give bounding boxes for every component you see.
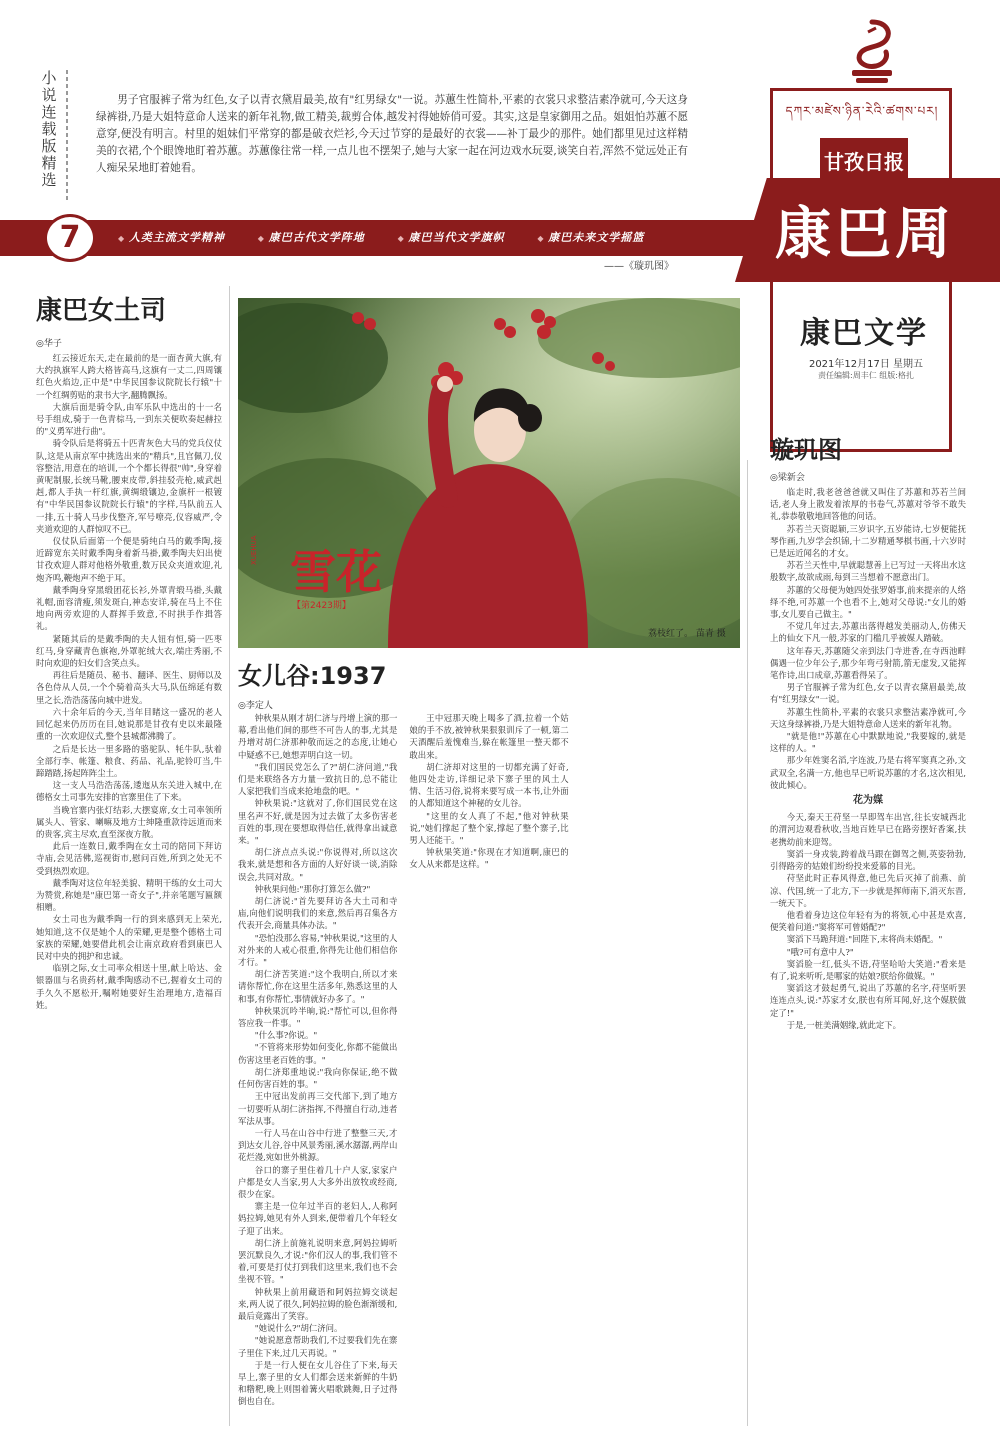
paragraph: 苏若兰天资聪颖,三岁识字,五岁能诗,七岁便能抚琴作画,九岁学会织锦,十二岁精通琴棋书画,十六岁时已是远近闻名的才女。 — [770, 523, 966, 559]
paragraph: 胡仁济点点头说:"你说得对,所以这次我来,就是想和各方面的人好好谈一谈,消除误会,共同对敌。" — [238, 847, 398, 882]
issue-date: 2021年12月17日 星期五 — [808, 359, 924, 370]
paragraph: "就是他!"苏蕙在心中默默地说,"我要嫁的,就是这样的人。" — [770, 731, 966, 754]
paragraph: 大旗后面是骑令队,由军乐队中选出的十一名号手组成,骑于一色青棕马,一到东关便吹奏起赫拉的"义勇军进行曲"。 — [36, 401, 222, 437]
editor-credits: 责任编辑:周丰仁 组版:格扎 — [818, 371, 914, 380]
paragraph: 于是一行人便在女儿谷住了下来,每天早上,寨子里的女人们都会送来新鲜的牛奶和糌粑,晚上则围着篝火唱歌跳舞,日子过得倒也自在。 — [238, 1359, 398, 1407]
paragraph: 当晚官寨内张灯结彩,大摆宴席,女土司率领所属头人、管家、喇嘛及地方士绅隆重款待远道而来的贵客,宾主尽欢,直至深夜方散。 — [36, 804, 222, 839]
paragraph: 苏蕙的父母便为她四处张罗婚事,前来提亲的人络绎不绝,可苏蕙一个也看不上,她对父母说:"女儿的婚事,女儿要自己做主。" — [770, 584, 966, 620]
column-divider — [747, 460, 748, 1426]
paragraph: 紧随其后的是戴季陶的夫人钮有恒,骑一匹枣红马,身穿藏青色旗袍,外罩驼绒大衣,端庄秀丽,不时向欢迎的妇女们含笑点头。 — [36, 633, 222, 669]
intro-excerpt: 男子官服裤子常为红色,女子以青衣黛眉最美,故有"红男绿女"一说。苏蕙生性简朴,平素的衣裳只求整洁素净就可,今天这身绿裤褂,乃是大姐特意命人送来的新年礼物,做工精美,裁剪合体,越发衬得她娇俏可爱。其实,这是皇家御用之品。姐姐怕苏蕙不愿意穿,便没有明言。村里的姐妹们平常穿的都是破衣烂衫,今天过节穿的是最好的衣裳——补丁最少的那件。她们都里见过这样精美的衣裙,个个眼馋地盯着苏蕙。苏蕙像往常一样,一点儿也不摆架子,她与大家一起在河边戏水玩耍,谈笑自若,浑然不觉远处正有人痴呆呆地盯着她看。 — [96, 94, 688, 174]
paragraph: 于是,一桩美满姻缘,就此定下。 — [786, 1019, 901, 1030]
page-number: 7 — [44, 214, 96, 262]
paragraph: "我们国民党怎么了?"胡仁济问道,"我们是来联络各方力量一致抗日的,总不能让人家把我们当成来抢地盘的吧。" — [238, 761, 398, 797]
section-tag-stripe — [66, 70, 68, 200]
newspaper-logo-icon — [846, 18, 898, 90]
paragraph: 胡仁济说:"首先要拜访各大土司和寺庙,向他们说明我们的来意,然后再召集各方代表开会,商量具体办法。" — [238, 896, 398, 931]
article-byline-2: ◎李定人 — [238, 701, 273, 711]
slogan-item: ◆ 康巴古代文学阵地 — [258, 231, 365, 244]
paragraph: 窦滔下马跪拜道:"回陛下,末将尚未婚配。" — [786, 934, 943, 945]
section-tag-text: 小说连载版精选 — [41, 69, 57, 189]
slogan-item: ◆ 康巴当代文学旗帜 — [398, 231, 505, 244]
paragraph: "不管将来形势如何变化,你都不能做出伤害这里老百姓的事。" — [238, 1042, 398, 1065]
paragraph: 那少年姓窦名滔,字连波,乃是右将军窦真之孙,文武双全,名满一方,他也早已听说苏蕙的才名,这次相见,彼此倾心。 — [770, 755, 966, 790]
article-subhead: 花为媒 — [853, 795, 883, 807]
article-title-3: 璇玑图 — [770, 436, 842, 464]
paragraph: "她说愿意帮助我们,不过要我们先在寨子里住下来,过几天再说。" — [238, 1335, 398, 1358]
article-body-1 — [36, 352, 222, 1424]
paragraph: 红云接近东天,走在最前的是一面杏黄大旗,有大约执旗军人跨大格皆高马,这旗有一丈二,四周镶红色火焰边,正中是"中华民国参议院院长行辕"十一个红绸剪贴的隶书大字,翻腾飘扬。 — [36, 353, 222, 400]
paragraph: 窦滔这才鼓起勇气,说出了苏蕙的名字,苻坚听罢连连点头,说:"苏家才女,朕也有所耳闻,好,这个媒朕做定了!" — [770, 983, 966, 1018]
paragraph: 苏若兰天性中,早就聪慧善上已写过一天将出水这般数字,故欲成雨,每到三当想着不愿意出门。 — [770, 560, 966, 583]
intro-source: ——《璇玑图》 — [604, 261, 674, 272]
paragraph: 钟秋果笑道:"你现在才知道啊,康巴的女人从来都是这样。" — [409, 847, 569, 870]
paragraph: 今天,秦天王苻坚一早即驾车出宫,往长安城西北的渭河边观看秋收,当地百姓早已在路旁摆好香案,扶老携幼前来迎驾。 — [770, 812, 966, 847]
column-latin: XUEHUA — [250, 535, 258, 565]
article-title-1: 康巴女土司 — [36, 296, 167, 326]
slogan-item: ◆ 人类主流文学精神 — [118, 231, 225, 244]
paragraph: 胡仁济苦笑道:"这个我明白,所以才来请你帮忙,你在这里生活多年,熟悉这里的人和事,有你帮忙,事情就好办多了。" — [238, 969, 398, 1004]
article-byline-3: ◎梁新会 — [770, 473, 805, 483]
paragraph: 胡仁济上前施礼说明来意,阿妈拉姆听罢沉默良久,才说:"你们汉人的事,我们管不着,可要是打仗打到我们这里来,我们也不会坐视不管。" — [238, 1237, 398, 1285]
weekly-title: 康巴周末 — [775, 202, 955, 347]
paragraph: 戴季陶对这位年轻美貌、精明干练的女土司大为赞赏,称她是"康巴第一奇女子",并亲笔题写匾额相赠。 — [36, 877, 222, 913]
paragraph: 戴季陶身穿黑缎团花长衫,外罩青缎马褂,头戴礼帽,面容清瘦,须发斑白,神态安详,骑在马上不住地向两旁欢迎的人群挥手致意,不时拱手作揖答礼。 — [36, 584, 222, 632]
photo-caption: 荔枝红了。 苗青 摄 — [648, 629, 726, 639]
article-body-2 — [238, 712, 740, 1424]
paragraph: "她说什么?"胡仁济问。 — [254, 1323, 343, 1334]
paragraph: 钟秋果从刚才胡仁济与丹增上演的那一幕,看出他们间的那些不可告人的事,尤其是丹增对胡仁济那种敬而远之的态度,让她心中疑惑不已,她想弄明白这一切。 — [238, 713, 398, 760]
paragraph: 胡仁济却对这里的一切都充满了好奇,他四处走访,详细记录下寨子里的风土人情、生活习俗,说将来要写成一本书,让外面的人都知道这个神秘的女儿谷。 — [409, 761, 569, 809]
section-tag — [38, 70, 60, 189]
paragraph: 不觉几年过去,苏蕙出落得越发美丽动人,仿佛天上的仙女下凡一般,苏家的门槛几乎被媒人踏破。 — [770, 621, 966, 644]
column-issue: 【第2423期】 — [292, 601, 351, 611]
paragraph: 骑令队后是将骑五十匹青灰色大马的党兵仪仗队,这是从南京军中挑选出来的"精兵",且官佩刀,仪容整洁,用意在的培训,一个个都长得很"帅",身穿着黄呢制服,长统马靴,腰束皮带,斜挂驳壳枪,威武赳赳,都人手执一杆红旗,黄绸缎镶边,金旗杆一根镀有"中华民国参议院院长行辕"的字样,马队前五人一排,五十骑人马步伐整齐,军号嘹亮,仪容威严,令夹道欢迎的人群惊叹不已。 — [36, 438, 222, 534]
paragraph: "什么事?你说。" — [254, 1030, 318, 1041]
paragraph: 苻坚此时正春风得意,他已先后灭掉了前燕、前凉、代国,统一了北方,下一步就是挥师南下,消灭东晋,一统天下。 — [770, 873, 966, 908]
paragraph: 谷口的寨子里住着几十户人家,家家户户都是女人当家,男人大多外出放牧或经商,很少在家。 — [238, 1164, 398, 1199]
article-body-3 — [770, 486, 966, 1424]
article-byline-1: ◎华子 — [36, 339, 62, 349]
literature-title: 康巴文学 — [800, 316, 928, 351]
paragraph: 临走时,我老爸爸爸就又叫住了苏蕙和苏若兰间话,老人身上散发着浓厚的书卷气,苏蕙对爷爷不敢失礼,恭恭敬敬地回答他的问话。 — [770, 487, 966, 522]
paragraph: "恐怕没那么容易,"钟秋果说,"这里的人对外来的人戒心很重,你得先让他们相信你才行。" — [238, 932, 398, 968]
paragraph: 苏蕙生性简朴,平素的衣裳只求整洁素净就可,今天这身绿裤褂,乃是大姐特意命人送来的新年礼物。 — [770, 706, 966, 729]
paragraph: 六十余年后的今天,当年目睹这一盛况的老人回忆起来仍历历在目,她说那是甘孜有史以来最隆重的一次欢迎仪式,整个县城都沸腾了。 — [36, 706, 222, 742]
paragraph: 王中冠出发前再三交代部下,到了地方一切要听从胡仁济指挥,不得擅自行动,违者军法从事。 — [238, 1091, 398, 1126]
paragraph: 窦滔一身戎装,跨着战马跟在御驾之侧,英姿勃勃,引得路旁的姑娘们纷纷投来爱慕的目光。 — [770, 848, 966, 872]
paragraph: 再往后是随员、秘书、翻译、医生、厨师以及各色侍从人员,一个个骑着高头大马,队伍绵延有数里之长,浩浩荡荡向城中进发。 — [36, 670, 222, 705]
paragraph: 钟秋果沉吟半晌,说:"帮忙可以,但你得答应我一件事。" — [238, 1005, 398, 1029]
paragraph: 之后是长达一里多路的骆驼队、牦牛队,驮着全部行李、帐篷、粮食、药品、礼品,驼铃叮当,牛蹄踏踏,扬起阵阵尘土。 — [36, 743, 222, 778]
paragraph: 胡仁济郑重地说:"我向你保证,绝不做任何伤害百姓的事。" — [238, 1066, 398, 1090]
paragraph: 临别之际,女土司率众相送十里,献上哈达、金银器皿与名贵药材,戴季陶感动不已,握着女土司的手久久不愿松开,嘱咐她要好生治理地方,造福百姓。 — [36, 963, 222, 1010]
paragraph: 窦滔脸一红,低头不语,苻坚哈哈大笑道:"看来是有了,说来听听,是哪家的姑娘?朕给你做媒。" — [770, 958, 966, 981]
article-title-2: 女儿谷:1937 — [238, 662, 387, 690]
paragraph: 这年春天,苏蕙随父亲到法门寺进香,在寺西池畔偶遇一位少年公子,那少年弯弓射箭,箭无虚发,又能挥笔作诗,出口成章,苏蕙看得呆了。 — [770, 645, 966, 681]
paragraph: 钟秋果问他:"那你打算怎么做?" — [254, 883, 371, 894]
paragraph: 他看着身边这位年轻有为的将领,心中甚是欢喜,便笑着问道:"窦将军可曾婚配?" — [770, 909, 966, 933]
paragraph: 仪仗队后面第一个便是骑纯白马的戴季陶,接近蹄宽东关时戴季陶身着新马褂,戴季陶夫妇出使甘孜欢迎人群对他格外敬重,数万民众夹道欢迎,礼炮齐鸣,鞭炮声不绝于耳。 — [36, 536, 222, 583]
paragraph: 男子官服裤子常为红色,女子以青衣黛眉最美,故有"红男绿女"一说。 — [770, 682, 966, 705]
paragraph: 王中冠那天晚上喝多了酒,拉着一个姑娘的手不放,被钟秋果狠狠训斥了一顿,第二天酒醒后羞愧难当,躲在帐篷里一整天都不敢出来。 — [409, 713, 569, 760]
paragraph: 一行人马在山谷中行进了整整三天,才到达女儿谷,谷中风景秀丽,溪水潺潺,两岸山花烂漫,宛如世外桃源。 — [238, 1127, 398, 1163]
paragraph: 女土司也为戴季陶一行的到来感到无上荣光,她知道,这不仅是她个人的荣耀,更是整个德格土司家族的荣耀,她要借此机会让南京政府看到康巴人民对中央的拥护和忠诚。 — [36, 914, 222, 961]
paper-name: 甘孜日报 — [824, 150, 904, 174]
slogan-row — [118, 229, 672, 245]
paragraph: 钟秋果说:"这就对了,你们国民党在这里名声不好,就是因为过去做了太多伤害老百姓的事,现在要想取得信任,就得拿出诚意来。" — [238, 798, 398, 846]
paragraph: 寨主是一位年过半百的老妇人,人称阿妈拉姆,她见有外人到来,便带着几个年轻女子迎了出来。 — [238, 1201, 398, 1236]
paragraph: "这里的女人真了不起,"他对钟秋果说,"她们撑起了整个家,撑起了整个寨子,比男人还能干。" — [409, 810, 569, 846]
column-name: 雪花 — [290, 545, 382, 599]
slogan-item: ◆ 康巴未来文学摇篮 — [537, 231, 644, 244]
paragraph: "哦?可有意中人?" — [786, 946, 854, 957]
paragraph: 此后一连数日,戴季陶在女土司的陪同下拜访寺庙,会见活佛,巡视街市,慰问百姓,所到之处无不受到热烈欢迎。 — [36, 841, 222, 876]
column-divider — [229, 286, 230, 1426]
tibetan-masthead: དཀར་མཛེས་ཉིན་རེའི་ཚགས་པར། — [785, 104, 939, 118]
paragraph: 钟秋果上前用藏语和阿妈拉姆交谈起来,两人说了很久,阿妈拉姆的脸色渐渐缓和,最后竟露出了笑容。 — [238, 1286, 398, 1321]
paragraph: 这一支人马浩浩荡荡,逶迤从东关进入城中,在德格女土司事先安排的官寨里住了下来。 — [36, 780, 222, 803]
